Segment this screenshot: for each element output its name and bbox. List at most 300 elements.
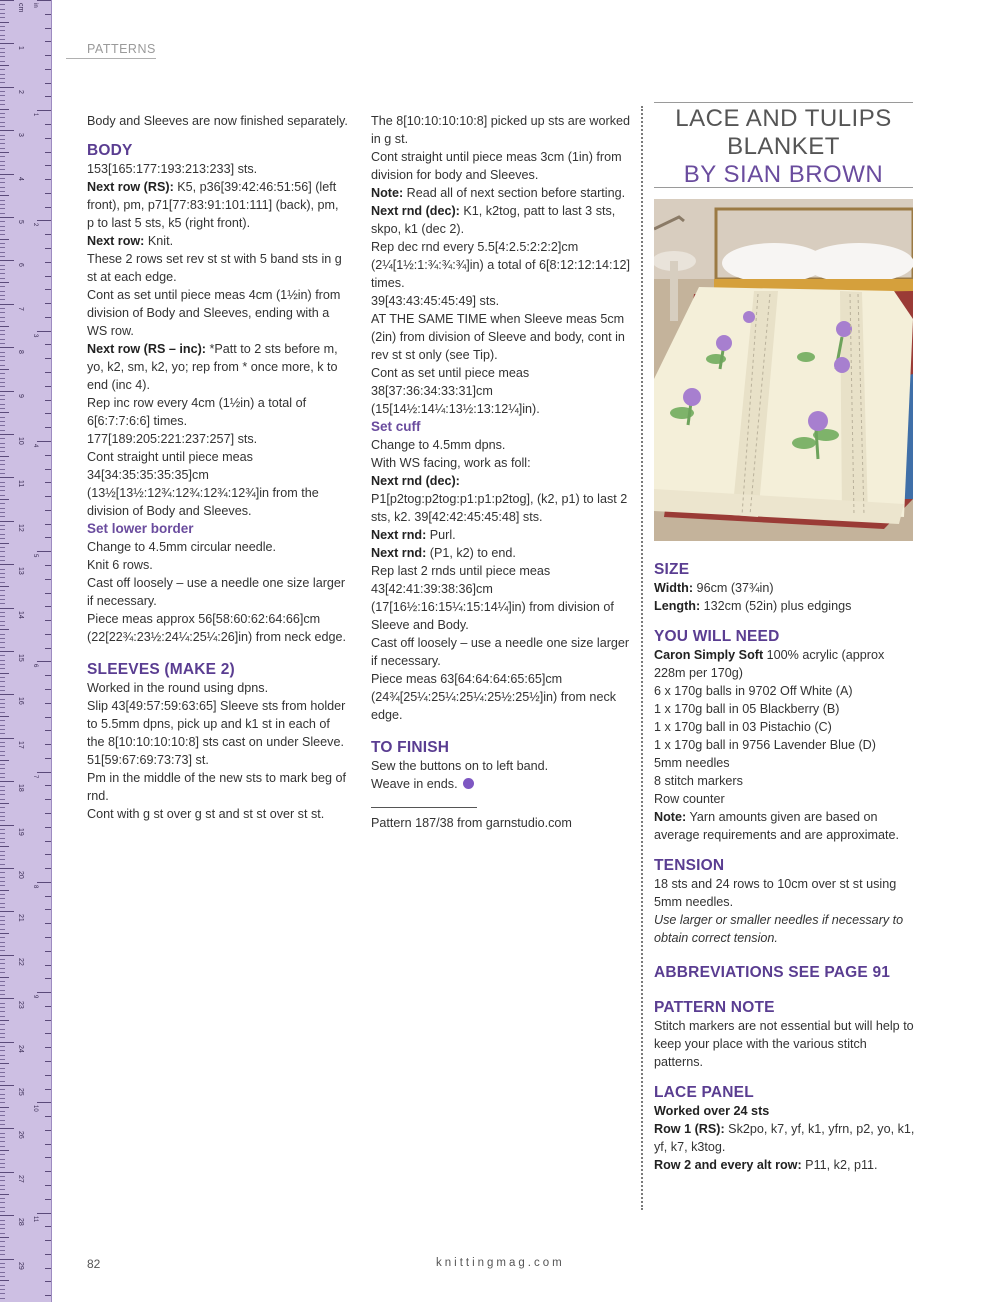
website: knittingmag.com <box>436 1257 565 1269</box>
ruler-inch-tick <box>45 606 51 607</box>
ruler-tick <box>0 1163 5 1164</box>
section-tag: PATTERNS <box>66 42 156 59</box>
ruler-tick <box>0 48 5 49</box>
tension-note: Use larger or smaller needles if necessary to obtain correct tension. <box>654 913 904 945</box>
next-rnd-purl <box>371 526 633 544</box>
ruler-tick <box>0 898 5 899</box>
ruler-tick <box>0 781 14 782</box>
ruler-tick <box>0 733 5 734</box>
ruler-cm-label: 12 <box>17 523 24 532</box>
title-box <box>654 102 913 188</box>
ruler-tick <box>0 1259 14 1260</box>
ruler-tick <box>0 152 9 153</box>
lower-border-heading: Set lower border <box>87 521 194 536</box>
ruler-tick <box>0 1285 5 1286</box>
ruler-tick <box>0 217 14 218</box>
ruler-tick <box>0 742 5 743</box>
ruler-inch-tick <box>45 937 51 938</box>
ruler-tick <box>0 404 5 405</box>
ruler-tick <box>0 595 5 596</box>
ruler-tick <box>0 282 9 283</box>
ruler-cm-label: 24 <box>17 1044 24 1053</box>
ruler-inch-tick <box>45 96 51 97</box>
ruler-tick <box>0 1124 5 1125</box>
ruler-inch-tick <box>37 110 51 111</box>
label: Row 1 (RS): <box>654 1122 725 1136</box>
ruler-tick <box>0 825 14 826</box>
ruler-tick <box>0 421 5 422</box>
ruler-tick <box>0 907 5 908</box>
label: Next rnd: <box>371 546 427 560</box>
need-note <box>654 808 916 844</box>
ruler-cm-label: 28 <box>17 1218 24 1226</box>
ruler-inch-tick <box>45 1006 51 1007</box>
ruler-tick <box>0 1246 5 1247</box>
ruler-tick <box>0 668 5 669</box>
ruler-tick <box>0 104 5 105</box>
ruler-tick <box>0 868 14 869</box>
ruler-tick <box>0 608 14 609</box>
ruler-tick <box>0 716 9 717</box>
ruler-tick <box>0 1120 5 1121</box>
ruler-inch-tick <box>45 620 51 621</box>
pattern-note-heading: PATTERN NOTE <box>654 999 775 1016</box>
ruler-tick <box>0 846 9 847</box>
ruler-inch-tick <box>45 537 51 538</box>
ruler-tick <box>0 911 14 912</box>
size-width <box>654 579 916 597</box>
ruler-tick <box>0 334 5 335</box>
ruler-tick <box>0 1024 5 1025</box>
text: Sk2po, k7, yf, k1, yfrn, p2, yo, k1, yf, k7, k3tog. <box>654 1122 915 1154</box>
ruler-inch-label: 3 <box>32 333 38 338</box>
ruler-inch-tick <box>45 55 51 56</box>
ruler-tick <box>0 1298 5 1299</box>
ruler-tick <box>0 1133 5 1134</box>
ruler-tick <box>0 438 5 439</box>
intro-text: Body and Sleeves are now finished separately. <box>87 114 348 128</box>
ruler-tick <box>0 959 5 960</box>
ruler-tick <box>0 1115 5 1116</box>
ruler-inch-tick <box>45 868 51 869</box>
ruler-tick <box>0 1111 5 1112</box>
ruler-tick <box>0 950 5 951</box>
ruler-tick <box>0 746 5 747</box>
column-2 <box>371 112 633 832</box>
ruler-tick <box>0 1020 9 1021</box>
ruler-tick <box>0 855 5 856</box>
ruler-tick <box>0 226 5 227</box>
ruler-tick <box>0 4 5 5</box>
ruler-tick <box>0 525 5 526</box>
ruler-inch-tick <box>45 703 51 704</box>
need-heading: YOU WILL NEED <box>654 628 780 645</box>
ruler-inch-tick <box>45 1089 51 1090</box>
ruler-tick <box>0 425 5 426</box>
ruler-tick <box>0 477 14 478</box>
ruler-tick <box>0 699 5 700</box>
lace-row-1 <box>654 1120 916 1156</box>
ruler-tick <box>0 529 5 530</box>
ruler-tick <box>0 751 5 752</box>
ruler-tick <box>0 1098 5 1099</box>
ruler-tick <box>0 651 14 652</box>
ruler-inch-tick <box>45 896 51 897</box>
these-rows: These 2 rows set rev st st with 5 band sts in g st at each edge. <box>87 252 342 284</box>
ruler-inch-tick <box>45 744 51 745</box>
ruler-inch-tick <box>45 1295 51 1296</box>
ruler-inch-tick <box>45 965 51 966</box>
blanket-illustration <box>654 199 913 541</box>
ruler-inch-tick <box>45 455 51 456</box>
ruler-inch-tick <box>37 1102 51 1103</box>
ruler-tick <box>0 1081 5 1082</box>
ruler-tick <box>0 851 5 852</box>
ruler-tick <box>0 551 5 552</box>
ruler-tick <box>0 547 5 548</box>
piece-meas: Piece meas approx 56[58:60:62:64:66]cm (22[22¾:23½:24¼:25¼:26]in) from neck edge. <box>87 612 347 644</box>
ruler-tick <box>0 399 5 400</box>
ruler-tick <box>0 1167 5 1168</box>
ruler-tick <box>0 208 5 209</box>
ruler-inch-label: 7 <box>32 774 38 778</box>
ruler-tick <box>0 916 5 917</box>
label: Next row (RS – inc): <box>87 342 206 356</box>
need-item: 1 x 170g ball in 05 Blackberry (B) <box>654 702 840 716</box>
ruler-tick <box>0 1276 5 1277</box>
ruler-inch-tick <box>45 510 51 511</box>
ruler-tick <box>0 252 5 253</box>
ruler-tick <box>0 52 5 53</box>
ruler-tick <box>0 321 5 322</box>
ruler-tick <box>0 694 14 695</box>
ruler-cm-label: 5 <box>17 220 24 224</box>
ruler-tick <box>0 490 5 491</box>
ruler-inch-tick <box>45 648 51 649</box>
ruler-tick <box>0 512 5 513</box>
ruler-tick <box>0 148 5 149</box>
text: Read all of next section before starting. <box>403 186 626 200</box>
ruler-cm-label: 14 <box>17 610 24 619</box>
ruler-tick <box>0 1189 5 1190</box>
ruler-tick <box>0 278 5 279</box>
ruler-tick <box>0 859 5 860</box>
ruler-tick <box>0 1059 5 1060</box>
ruler-inch-tick <box>45 730 51 731</box>
ruler-tick <box>0 1029 5 1030</box>
ruler-tick <box>0 838 5 839</box>
ruler-inch-tick <box>45 496 51 497</box>
ruler-tick <box>0 955 14 956</box>
ruler-tick <box>0 169 5 170</box>
ruler-tick <box>0 1094 5 1095</box>
knit-rows: Knit 6 rows. <box>87 558 153 572</box>
blanket-photo <box>654 199 913 541</box>
label: Row 2 and every alt row: <box>654 1158 802 1172</box>
ruler-tick <box>0 1159 5 1160</box>
ruler-tick <box>0 790 5 791</box>
ruler-tick <box>0 495 5 496</box>
ruler-tick <box>0 1263 5 1264</box>
ruler-cm-label: 29 <box>17 1261 24 1270</box>
ruler-tick <box>0 638 5 639</box>
ruler-tick <box>0 577 5 578</box>
ruler-cm-label: cm <box>17 3 24 13</box>
ruler-inch-tick <box>45 593 51 594</box>
slip-sts: Slip 43[49:57:59:63:65] Sleeve sts from holder to 5.5mm dpns, pick up and k1 st in each of the 8[10:10:10:10:8] sts cast on under Sleeve. 51[59:67:69:73:73] st. <box>87 699 346 767</box>
ruler-tick <box>0 161 5 162</box>
ruler-inch-label: in <box>32 3 38 8</box>
ruler-tick <box>0 1228 5 1229</box>
ruler-inch-tick <box>45 179 51 180</box>
ruler-tick <box>0 738 14 739</box>
ruler-cm-label: 11 <box>17 480 24 488</box>
ruler-inch-tick <box>45 427 51 428</box>
ruler-inch-label: 4 <box>32 443 38 448</box>
ruler-tick <box>0 451 5 452</box>
same-time: AT THE SAME TIME when Sleeve meas 5cm (2in) from division of Sleeve and body, cont in rev st st only (see Tip). <box>371 312 625 362</box>
ruler-tick <box>0 1146 5 1147</box>
ruler-tick <box>0 295 5 296</box>
ruler-inch-tick <box>37 331 51 332</box>
ruler-tick <box>0 521 14 522</box>
ruler-tick <box>0 929 5 930</box>
ruler-tick <box>0 56 5 57</box>
ruler-tick <box>0 516 5 517</box>
ruler-tick <box>0 942 5 943</box>
byline: BY SIAN BROWN <box>683 161 884 188</box>
ruler-cm-label: 25 <box>17 1088 24 1096</box>
cont-as-set: Cont as set until piece meas 4cm (1½in) from division of Body and Sleeves, ending with a WS row. <box>87 288 341 338</box>
ruler-tick <box>0 642 5 643</box>
credit: Pattern 187/38 from garnstudio.com <box>371 816 572 830</box>
need-item: 8 stitch markers <box>654 774 743 788</box>
label: Note: <box>654 810 687 824</box>
cont-as-set: Cont as set until piece meas 38[37:36:34:33:31]cm (15[14½:14¼:13½:13:12¼]in). <box>371 366 540 416</box>
picked-up: The 8[10:10:10:10:8] picked up sts are worked in g st. <box>371 114 631 146</box>
ruler-tick <box>0 100 5 101</box>
ruler-tick <box>0 981 5 982</box>
text: 132cm (52in) plus edgings <box>700 599 852 613</box>
ruler-inch-tick <box>45 248 51 249</box>
ruler-tick <box>0 286 5 287</box>
ruler-tick <box>0 1250 5 1251</box>
ruler-tick <box>0 968 5 969</box>
ruler-tick <box>0 777 5 778</box>
ruler-inch-tick <box>45 1116 51 1117</box>
ruler-tick <box>0 1180 5 1181</box>
ruler-tick <box>0 1016 5 1017</box>
ruler-cm-label: 15 <box>17 654 24 662</box>
ruler-inch-tick <box>45 83 51 84</box>
ruler-inch-tick <box>45 1268 51 1269</box>
ruler-tick <box>0 13 5 14</box>
ruler-cm-label: 9 <box>17 393 24 398</box>
column-1 <box>87 112 349 823</box>
ruler-inch-tick <box>45 303 51 304</box>
ruler-tick <box>0 1050 5 1051</box>
ruler-tick <box>0 43 14 44</box>
ruler-inch-tick <box>45 262 51 263</box>
rep-dec: Rep dec rnd every 5.5[4:2.5:2:2:2]cm (2¼[1½:1:¾:¾:¾]in) a total of 6[8:12:12:14:12] times. <box>371 240 631 290</box>
sew-buttons: Sew the buttons on to left band. <box>371 759 549 773</box>
next-rnd-dec <box>371 202 633 238</box>
ruler-inch-tick <box>45 524 51 525</box>
next-row-knit <box>87 232 349 250</box>
ruler-inch-tick <box>45 978 51 979</box>
ruler-inch-tick <box>45 482 51 483</box>
ruler-tick <box>0 768 5 769</box>
ruler-tick <box>0 803 9 804</box>
next-row-inc <box>87 340 349 394</box>
ruler-tick <box>0 308 5 309</box>
ruler-tick <box>0 412 9 413</box>
ruler-inch-tick <box>45 1144 51 1145</box>
ruler-tick <box>0 343 5 344</box>
ruler-inch-tick <box>45 400 51 401</box>
lace-row-2 <box>654 1156 916 1174</box>
ruler-inch-tick <box>37 661 51 662</box>
ruler-tick <box>0 985 5 986</box>
need-item: 1 x 170g ball in 03 Pistachio (C) <box>654 720 832 734</box>
ruler-tick <box>0 1107 9 1108</box>
ruler-tick <box>0 369 9 370</box>
ruler-inch-tick <box>45 909 51 910</box>
ruler-tick <box>0 812 5 813</box>
ruler-tick <box>0 903 5 904</box>
ruler-tick <box>0 22 9 23</box>
ruler-tick <box>0 786 5 787</box>
next-rnd-dec2-label: Next rnd (dec): <box>371 474 460 488</box>
change-needle: Change to 4.5mm circular needle. <box>87 540 277 554</box>
size-length <box>654 597 916 615</box>
ruler-inch-tick <box>45 717 51 718</box>
text: Weave in ends. <box>371 777 458 791</box>
ruler-inch-tick <box>45 565 51 566</box>
ruler-cm-label: 26 <box>17 1131 24 1140</box>
ruler-tick <box>0 356 5 357</box>
cuff-heading: Set cuff <box>371 419 421 434</box>
ruler-tick <box>0 78 5 79</box>
ruler-tick <box>0 365 5 366</box>
yarn-ball-icon <box>463 778 474 789</box>
ruler-tick <box>0 924 5 925</box>
ruler-tick <box>0 373 5 374</box>
ruler-cm-label: 10 <box>17 437 24 445</box>
ruler-tick <box>0 1046 5 1047</box>
ruler-tick <box>0 586 9 587</box>
text: 100% acrylic (approx 228m per 170g) <box>654 648 885 680</box>
text: P11, k2, p11. <box>801 1158 878 1172</box>
ruler-tick <box>0 1185 5 1186</box>
ruler-tick <box>0 1272 5 1273</box>
ruler-tick <box>0 178 5 179</box>
ruler-tick <box>0 382 5 383</box>
ruler-tick <box>0 1011 5 1012</box>
tension-heading: TENSION <box>654 857 725 874</box>
ruler-tick <box>0 95 5 96</box>
ruler-tick <box>0 260 14 261</box>
ruler-tick <box>0 647 5 648</box>
ruler-tick <box>0 1089 5 1090</box>
ruler-tick <box>0 681 5 682</box>
label: Next rnd: <box>371 528 427 542</box>
ruler-tick <box>0 829 5 830</box>
measuring-ruler <box>0 0 52 1302</box>
ruler-tick <box>0 807 5 808</box>
ruler-inch-tick <box>45 813 51 814</box>
ruler-tick <box>0 660 5 661</box>
lace-worked: Worked over 24 sts <box>654 1104 770 1118</box>
ruler-tick <box>0 447 5 448</box>
ruler-tick <box>0 65 9 66</box>
ruler-inch-tick <box>45 689 51 690</box>
ruler-tick <box>0 1150 9 1151</box>
text: K1, k2tog, patt to last 3 sts, skpo, k1 (dec 2). <box>371 204 616 236</box>
ruler-tick <box>0 634 5 635</box>
sidebar-title-block <box>654 102 913 188</box>
ruler-tick <box>0 482 5 483</box>
ruler-tick <box>0 933 9 934</box>
body-sts: 153[165:177:193:213:233] sts. <box>87 162 258 176</box>
ruler-tick <box>0 816 5 817</box>
cast-off: Cast off loosely – use a needle one size larger if necessary. <box>371 636 630 668</box>
ruler-inch-tick <box>45 854 51 855</box>
ruler-tick <box>0 9 5 10</box>
text: Purl. <box>426 528 456 542</box>
ruler-tick <box>0 556 5 557</box>
cont-straight: Cont straight until piece meas 34[34:35:35:35:35]cm (13½[13½:12¾:12¾:12¾:12¾]in from the division of Body and Sleeves. <box>87 450 319 518</box>
ruler-tick <box>0 503 5 504</box>
ruler-tick <box>0 560 5 561</box>
ruler-tick <box>0 1037 5 1038</box>
ruler-tick <box>0 204 5 205</box>
ruler-inch-label: 8 <box>32 884 38 889</box>
ruler-tick <box>0 460 5 461</box>
ruler-tick <box>0 990 5 991</box>
ruler-tick <box>0 247 5 248</box>
ruler-tick <box>0 1055 5 1056</box>
label: Next rnd (dec): <box>371 204 460 218</box>
ruler-tick <box>0 703 5 704</box>
ruler-tick <box>0 165 5 166</box>
ruler-tick <box>0 872 5 873</box>
ruler-tick <box>0 1007 5 1008</box>
ruler-tick <box>0 1202 5 1203</box>
ruler-inch-tick <box>45 1020 51 1021</box>
ruler-tick <box>0 1233 5 1234</box>
ruler-inch-tick <box>45 923 51 924</box>
ruler-tick <box>0 200 5 201</box>
ruler-cm-label: 27 <box>17 1174 24 1183</box>
ruler-tick <box>0 842 5 843</box>
ruler-cm-label: 6 <box>17 263 24 268</box>
ruler-inch-tick <box>45 1171 51 1172</box>
ruler-tick <box>0 603 5 604</box>
ruler-tick <box>0 469 5 470</box>
ruler-inch-tick <box>45 799 51 800</box>
rep-last-2: Rep last 2 rnds until piece meas 43[42:41:39:38:36]cm (17[16½:16:15¼:15:14¼]in) from division of Sleeve and Body. <box>371 564 614 632</box>
ruler-tick <box>0 499 9 500</box>
ruler-inch-label: 5 <box>32 554 38 558</box>
ruler-tick <box>0 1033 5 1034</box>
ruler-inch-tick <box>45 41 51 42</box>
ruler-inch-tick <box>45 1047 51 1048</box>
ruler-tick <box>0 126 5 127</box>
ruler-tick <box>0 299 5 300</box>
ruler-tick <box>0 17 5 18</box>
pm-middle: Pm in the middle of the new sts to mark beg of rnd. <box>87 771 346 803</box>
